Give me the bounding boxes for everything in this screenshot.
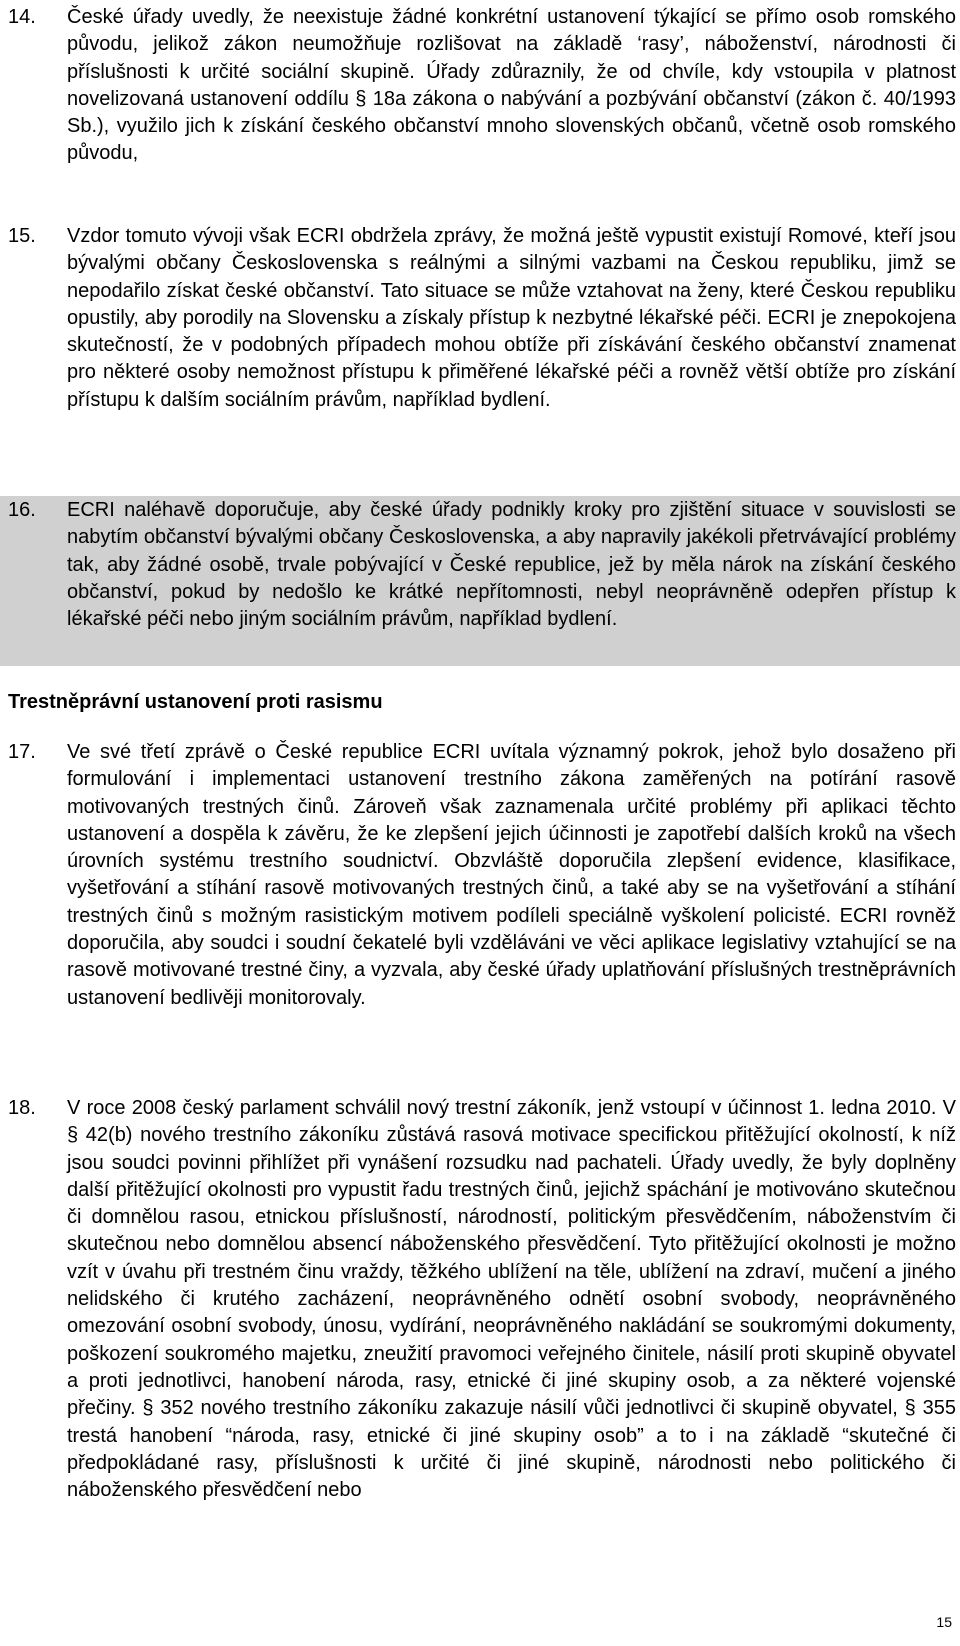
paragraph-text: ECRI naléhavě doporučuje, aby české úřady podnikly kroky pro zjištění situace v souvislosti se nabytím občanství bývalými občany Československa, a aby napravily jakékoli přetrvávající problémy tak, aby žádné osobě, trvale pobývající v České republice, jež by měla nárok na získání českého občanství, pokud by nedošlo ke krátké nepřítomnosti, nebyl neoprávněně odepřen přístup k lékařské péči nebo jiným sociálním právům, například bydlení. — [67, 499, 956, 631]
paragraph-text: Vzdor tomuto vývoji však ECRI obdržela zprávy, že možná ještě vypustit existují Romové, kteří jsou bývalými občany Československa s reálnými a silnými vazbami na Českou republiku, jimž se nepodařilo získat české občanství. Tato situace se může vztahovat na ženy, které Českou republiku opustily, aby porodily na Slovensku a získaly přístup k nezbytné lékařské péči. ECRI je znepokojena skutečností, že v podobných případech mohou obtíže při získávání českého občanství znamenat pro některé osoby nemožnost přístupu k přiměřené lékařské péči a rovněž větší obtíže pro získání přístupu k dalším sociálním právům, například bydlení. — [67, 225, 956, 411]
paragraph-number: 18. — [8, 1097, 36, 1119]
section-heading: Trestněprávní ustanovení proti rasismu — [8, 691, 383, 713]
paragraph-text: Ve své třetí zprávě o České republice ECRI uvítala významný pokrok, jehož bylo dosaženo při formulování i implementaci ustanovení trestního zákona zaměřených na potírání rasově motivovaných trestných činů. Zároveň však zaznamenala určité problémy při aplikaci těchto ustanovení a dospěla k závěru, že ke zlepšení jejich účinnosti je zapotřebí dalších kroků na všech úrovních systému trestního soudnictví. Obzvláště doporučila zlepšení evidence, klasifikace, vyšetřování a stíhání rasově motivovaných trestných činů, a také aby se na vyšetřování a stíhání trestných činů s možným rasistickým motivem podíleli speciálně vyškolení policisté. ECRI rovněž doporučila, aby soudci i soudní čekatelé byli vzděláváni ve věci aplikace legislativy vztahující se na rasově motivované trestné činy, a vyzvala, aby české úřady uplatňování příslušných trestněprávních ustanovení bedlivěji monitorovaly. — [67, 741, 956, 1009]
paragraph-text: České úřady uvedly, že neexistuje žádné konkrétní ustanovení týkající se přímo osob romského původu, jelikož zákon neumožňuje rozlišovat na základě ‘rasy’, náboženství, národnosti či příslušnosti k určité sociální skupině. Úřady zdůraznily, že od chvíle, kdy vstoupila v platnost novelizovaná ustanovení oddílu § 18a zákona o nabývání a pozbývání občanství (zákon č. 40/1993 Sb.), využilo jich k získání českého občanství mnoho slovenských občanů, včetně osob romského původu, — [67, 6, 956, 165]
paragraph-number: 17. — [8, 741, 36, 763]
paragraph-number: 16. — [8, 499, 36, 521]
paragraph-text: V roce 2008 český parlament schválil nový trestní zákoník, jenž vstoupí v účinnost 1. ledna 2010. V § 42(b) nového trestního zákoníku zůstává rasová motivace specifickou přitěžující okolností, k níž jsou soudci povinni přihlížet při vynášení rozsudku nad pachateli. Úřady uvedly, že byly doplněny další přitěžující okolnosti pro vypustit řadu trestných činů, jejichž spáchání je motivováno skutečnou či domnělou rasou, etnickou příslušností, národností, politickým přesvědčením, náboženstvím či skutečnou nebo domnělou absencí náboženského přesvědčení. Tyto přitěžující okolnosti je možno vzít v úvahu při trestném činu vraždy, těžkého ublížení na těle, ublížení na zdraví, mučení a jiného nelidského či krutého zacházení, neoprávněného odnětí osobní svobody, neoprávněného omezování osobní svobody, únosu, vydírání, neoprávněného nakládání se soukromými dokumenty, poškození soukromého majetku, zneužití pravomoci veřejného činitele, násilí proti skupině obyvatel a proti jednotlivci, hanobení národa, rasy, etnické či jiné skupiny osob, a za některé vojenské přečiny. § 352 nového trestního zákoníku zakazuje násilí vůči jednotlivci či skupině obyvatel, § 355 trestá hanobení “národa, rasy, etnické či jiné skupiny osob” a to i na základě “skutečné či předpokládané rasy, příslušnosti k určité či jiné skupině, národnosti nebo politického či náboženského přesvědčení nebo — [67, 1097, 956, 1502]
paragraph-number: 14. — [8, 6, 36, 28]
paragraph-number: 15. — [8, 225, 36, 247]
page-number: 15 — [936, 1614, 952, 1630]
